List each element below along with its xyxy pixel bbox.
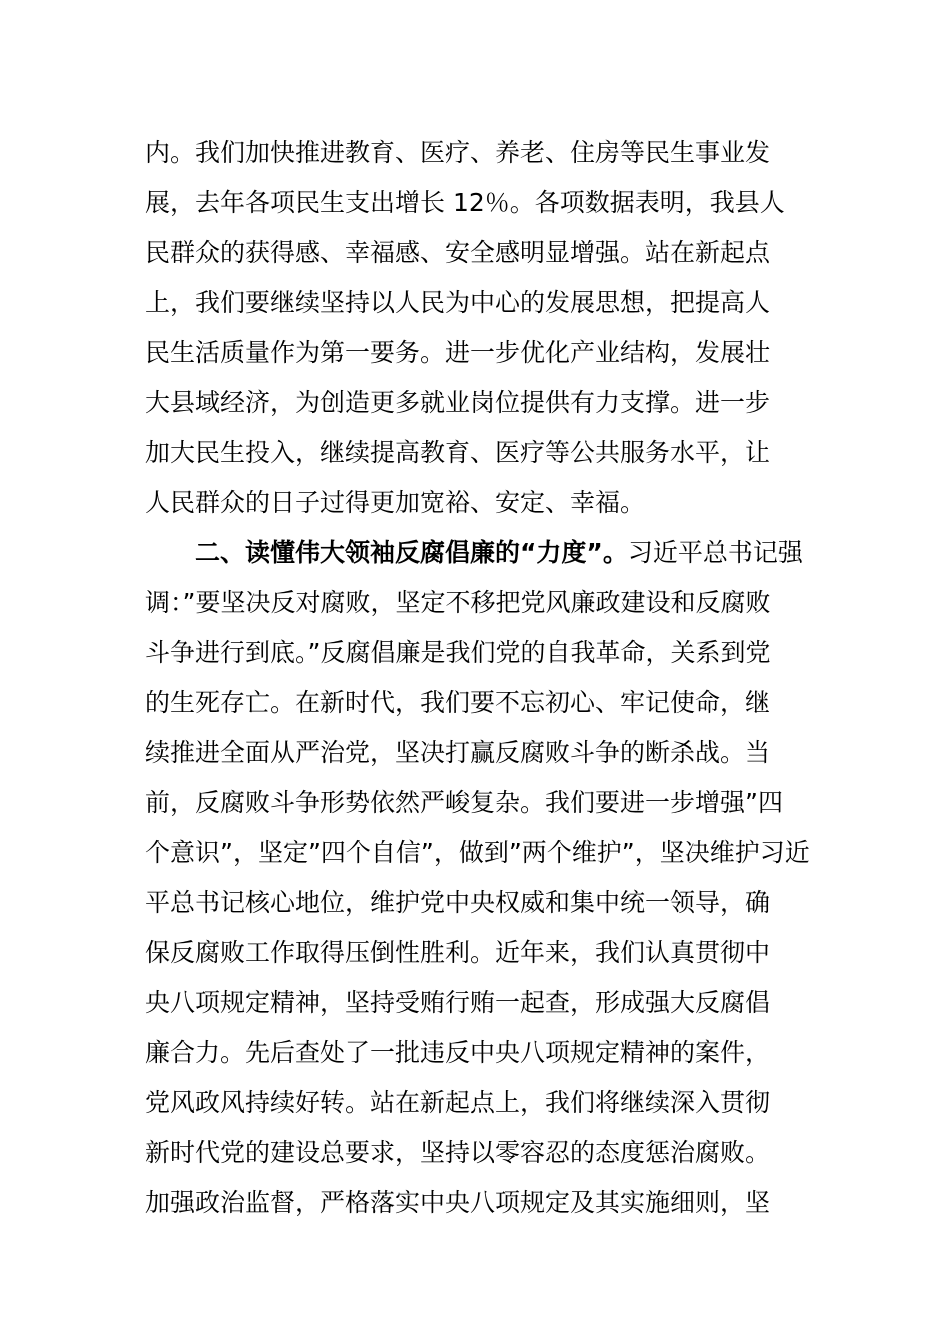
text-line: 加大民生投入，继续提高教育、医疗等公共服务水平，让 [145,438,771,467]
text-line: 内。我们加快推进教育、医疗、养老、住房等民生事业发 [145,138,771,167]
text-line: 大县域经济，为创造更多就业岗位提供有力支撑。进一步 [145,388,771,417]
heading-line-rest: 习近平总书记强 [627,538,803,567]
text-line: 党风政风持续好转。站在新起点上，我们将继续深入贯彻 [145,1088,771,1117]
paragraph-livelihood [145,128,807,528]
text-line: 前，反腐败斗争形势依然严峻复杂。我们要进一步增强”四 [145,788,783,817]
text-line: 新时代党的建设总要求，坚持以零容忍的态度惩治腐败。 [145,1138,771,1167]
text-line: 央八项规定精神，坚持受贿行贿一起查，形成强大反腐倡 [145,988,771,1017]
text-line: 续推进全面从严治党，坚决打赢反腐败斗争的断杀战。当 [145,738,771,767]
text-line: 的生死存亡。在新时代，我们要不忘初心、牢记使命，继 [145,688,771,717]
text-line-first [145,528,807,578]
text-line: 人民群众的日子过得更加宽裕、安定、幸福。 [145,488,646,517]
text-line: 加强政治监督，严格落实中央八项规定及其实施细则，坚 [145,1188,771,1217]
text-line: 廉合力。先后查处了一批违反中央八项规定精神的案件， [145,1038,771,1067]
section-heading: 二、读懂伟大领袖反腐倡廉的“力度”。 [195,538,628,567]
text-line: 斗争进行到底。”反腐倡廉是我们党的自我革命，关系到党 [145,638,771,667]
paragraph-anticorruption [145,528,810,1228]
text-line: 调：”要坚决反对腐败，坚定不移把党风廉政建设和反腐败 [145,588,771,617]
text-line: 保反腐败工作取得压倒性胜利。近年来，我们认真贯彻中 [145,938,771,967]
text-line: 上，我们要继续坚持以人民为中心的发展思想，把提高人 [145,288,771,317]
text-line: 个意识”，坚定”四个自信”，做到”两个维护”，坚决维护习近 [145,838,810,867]
text-line: 展，去年各项民生支出增长 12％。各项数据表明，我县人 [145,188,785,217]
text-line: 平总书记核心地位，维护党中央权威和集中统一领导，确 [145,888,771,917]
text-line: 民群众的获得感、幸福感、安全感明显增强。站在新起点 [145,238,771,267]
body-text [145,128,810,1228]
text-line: 民生活质量作为第一要务。进一步优化产业结构，发展壮 [145,338,771,367]
